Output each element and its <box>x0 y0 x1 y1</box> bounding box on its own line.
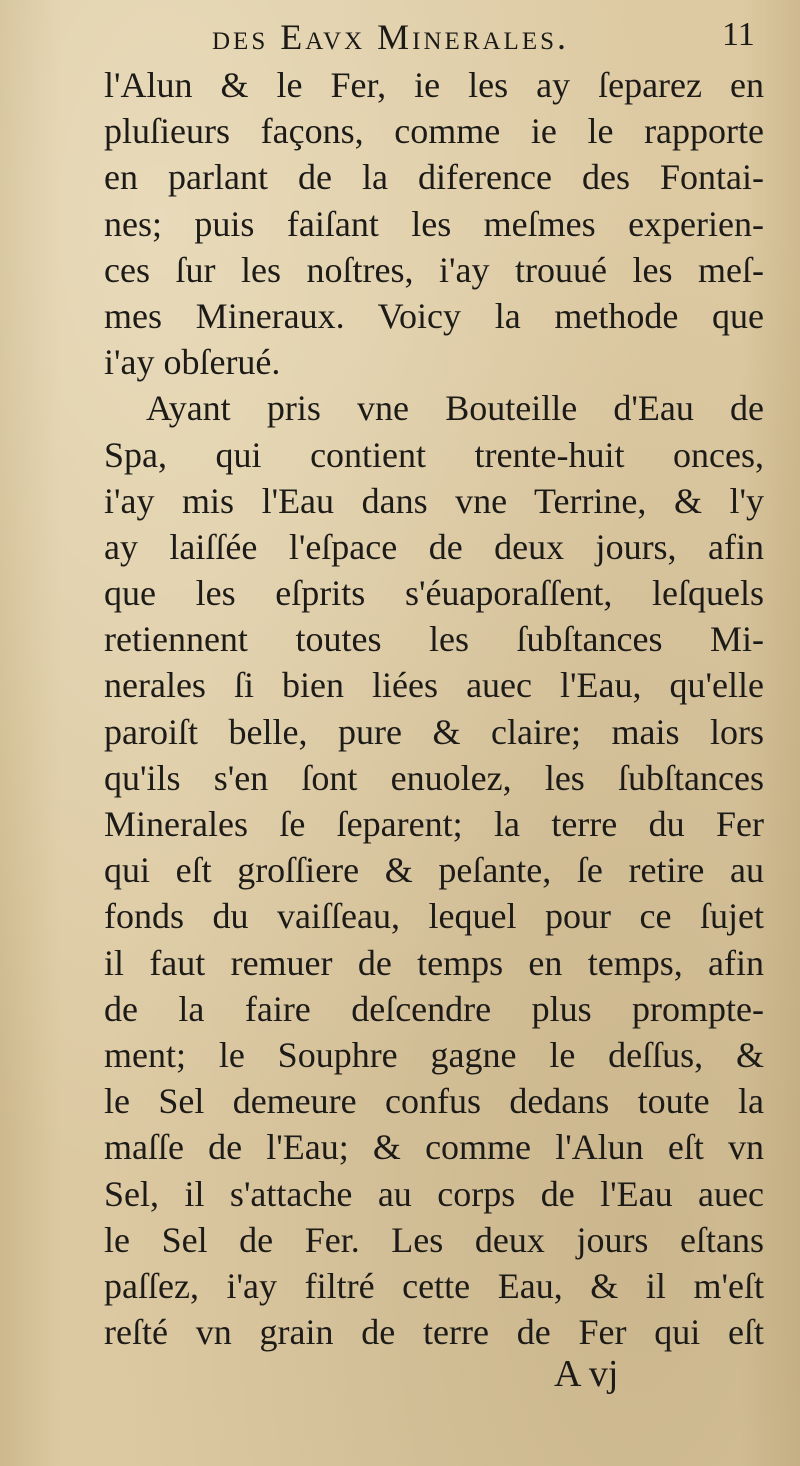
text-line: pluſieurs façons, comme ie le rapporte <box>104 111 764 152</box>
text-line: ay laiſſée l'eſpace de deux jours, afin <box>104 526 764 567</box>
text-line: Minerales ſe ſeparent; la terre du Fer <box>104 804 764 844</box>
text-line: i'ay mis l'Eau dans vne Terrine, & l'y <box>104 480 764 521</box>
text-line: mes Mineraux. Voicy la methode que <box>104 295 764 336</box>
text-line: i'ay obſerué. <box>104 342 281 383</box>
body-text <box>104 62 764 1355</box>
running-head <box>0 14 800 62</box>
text-line: ment; le Souphre gagne le deſſus, & <box>104 1034 764 1075</box>
text-line: maſſe de l'Eau; & comme l'Alun eſt vn <box>104 1127 764 1168</box>
text-line: l'Alun & le Fer, ie les ay ſeparez en <box>104 65 764 105</box>
text-line: Sel, il s'attache au corps de l'Eau auec <box>104 1173 764 1214</box>
paragraph-start-line: Ayant pris vne Bouteille d'Eau de <box>146 388 764 429</box>
text-line: qui eſt groſſiere & peſante, ſe retire au <box>104 850 764 891</box>
text-line: fonds du vaiſſeau, lequel pour ce ſujet <box>104 896 764 937</box>
text-line: le Sel de Fer. Les deux jours eſtans <box>104 1219 764 1260</box>
page-number: 11 <box>722 16 755 53</box>
text-line: qu'ils s'en ſont enuolez, les ſubſtances <box>104 757 764 798</box>
text-line: nes; puis faiſant les meſmes experien- <box>104 203 764 244</box>
text-line: Spa, qui contient trente-huit onces, <box>104 434 764 475</box>
text-line: paſſez, i'ay filtré cette Eau, & il m'eſt <box>104 1265 764 1306</box>
text-line: retiennent toutes les ſubſtances Mi- <box>104 619 764 660</box>
text-line: de la faire deſcendre plus prompte- <box>104 988 764 1029</box>
running-title: des Eavx Minerales. <box>212 17 569 57</box>
text-line: nerales ſi bien liées auec l'Eau, qu'elle <box>104 665 764 706</box>
signature-mark: A vj <box>554 1353 619 1395</box>
text-line: paroiſt belle, pure & claire; mais lors <box>104 711 764 752</box>
text-line: ces ſur les noſtres, i'ay trouué les meſ- <box>104 249 764 290</box>
text-line: reſté vn grain de terre de Fer qui eſt <box>104 1312 764 1353</box>
text-line: en parlant de la diference des Fontai- <box>104 157 764 198</box>
text-line: que les eſprits s'éuaporaſſent, leſquels <box>104 573 764 614</box>
text-line: le Sel demeure confus dedans toute la <box>104 1081 764 1122</box>
text-line: il faut remuer de temps en temps, afin <box>104 942 764 983</box>
